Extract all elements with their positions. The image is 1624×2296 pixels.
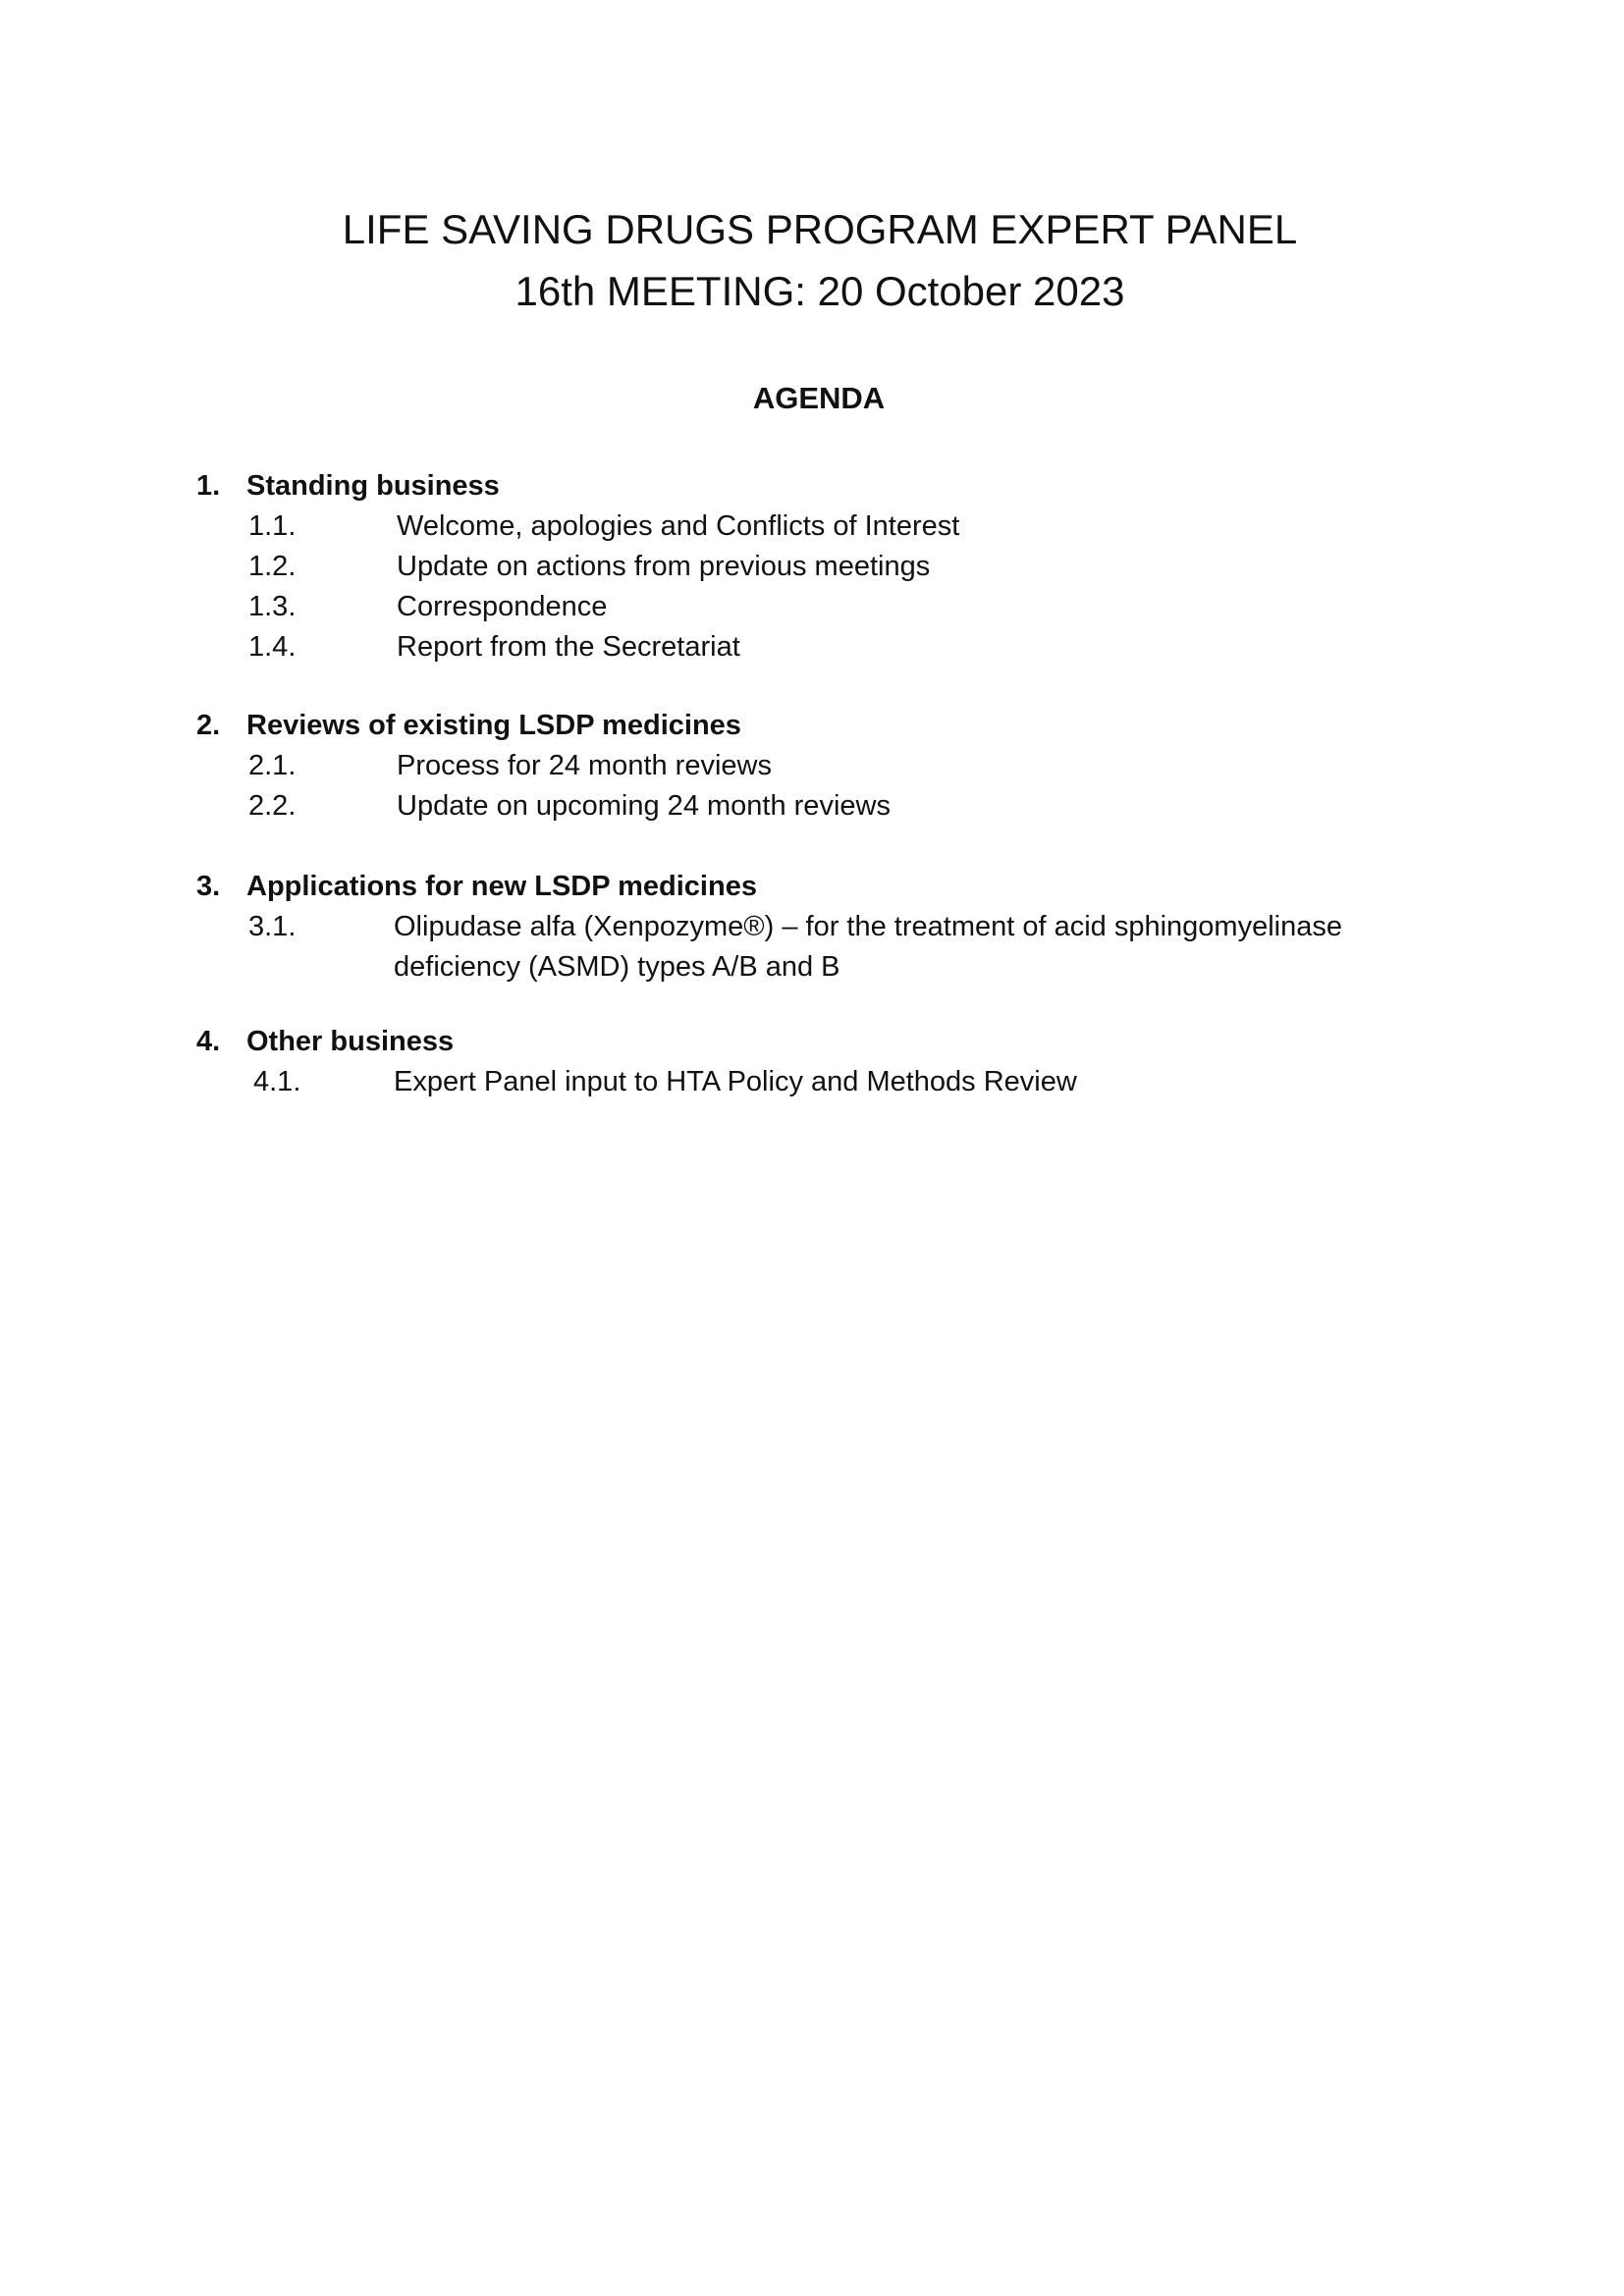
title-line-meeting: 16th MEETING: 20 October 2023 xyxy=(514,268,1125,314)
section-title: Applications for new LSDP medicines xyxy=(246,871,757,902)
item-number: 3.1. xyxy=(248,911,297,942)
section-heading xyxy=(196,706,1473,746)
item-text: Welcome, apologies and Conflicts of Interest xyxy=(397,510,960,542)
agenda-item xyxy=(196,746,1473,786)
agenda-section-standing-business xyxy=(196,466,1473,667)
agenda-heading: AGENDA xyxy=(752,381,886,415)
section-number: 3. xyxy=(196,871,221,902)
item-number: 2.2. xyxy=(248,790,297,822)
item-number: 1.2. xyxy=(248,551,297,582)
agenda-item xyxy=(196,547,1473,587)
item-number: 1.3. xyxy=(248,591,297,622)
item-number: 4.1. xyxy=(253,1066,301,1097)
item-text: Process for 24 month reviews xyxy=(397,750,772,781)
agenda-item xyxy=(196,507,1473,547)
item-text: Report from the Secretariat xyxy=(397,631,740,663)
section-heading xyxy=(196,867,1473,907)
agenda-section-other-business xyxy=(196,1022,1473,1102)
item-text: Correspondence xyxy=(397,591,608,622)
title-line-program: LIFE SAVING DRUGS PROGRAM EXPERT PANEL xyxy=(342,206,1298,252)
section-number: 1. xyxy=(196,470,221,502)
section-heading xyxy=(196,1022,1473,1062)
document-title xyxy=(0,198,1624,322)
section-title: Reviews of existing LSDP medicines xyxy=(246,710,741,741)
agenda-item xyxy=(196,1062,1473,1102)
item-text: Olipudase alfa (Xenpozyme®) – for the treatment of acid sphingomyelinase deficiency (ASMD) types A/B and B xyxy=(394,911,1342,983)
item-number: 2.1. xyxy=(248,750,297,781)
agenda-section-applications xyxy=(196,867,1473,988)
section-number: 2. xyxy=(196,710,221,741)
section-title: Other business xyxy=(246,1026,455,1057)
item-text: Update on actions from previous meetings xyxy=(397,551,931,582)
section-title: Standing business xyxy=(246,470,500,502)
agenda-item xyxy=(196,786,1473,827)
section-number: 4. xyxy=(196,1026,221,1057)
agenda-item xyxy=(196,587,1473,627)
agenda-item xyxy=(196,907,1473,988)
item-number: 1.1. xyxy=(248,510,297,542)
agenda-section-reviews xyxy=(196,706,1473,827)
section-heading xyxy=(196,466,1473,507)
item-text: Expert Panel input to HTA Policy and Methods Review xyxy=(394,1066,1077,1097)
item-number: 1.4. xyxy=(248,631,297,663)
item-text: Update on upcoming 24 month reviews xyxy=(397,790,891,822)
agenda-item xyxy=(196,627,1473,667)
